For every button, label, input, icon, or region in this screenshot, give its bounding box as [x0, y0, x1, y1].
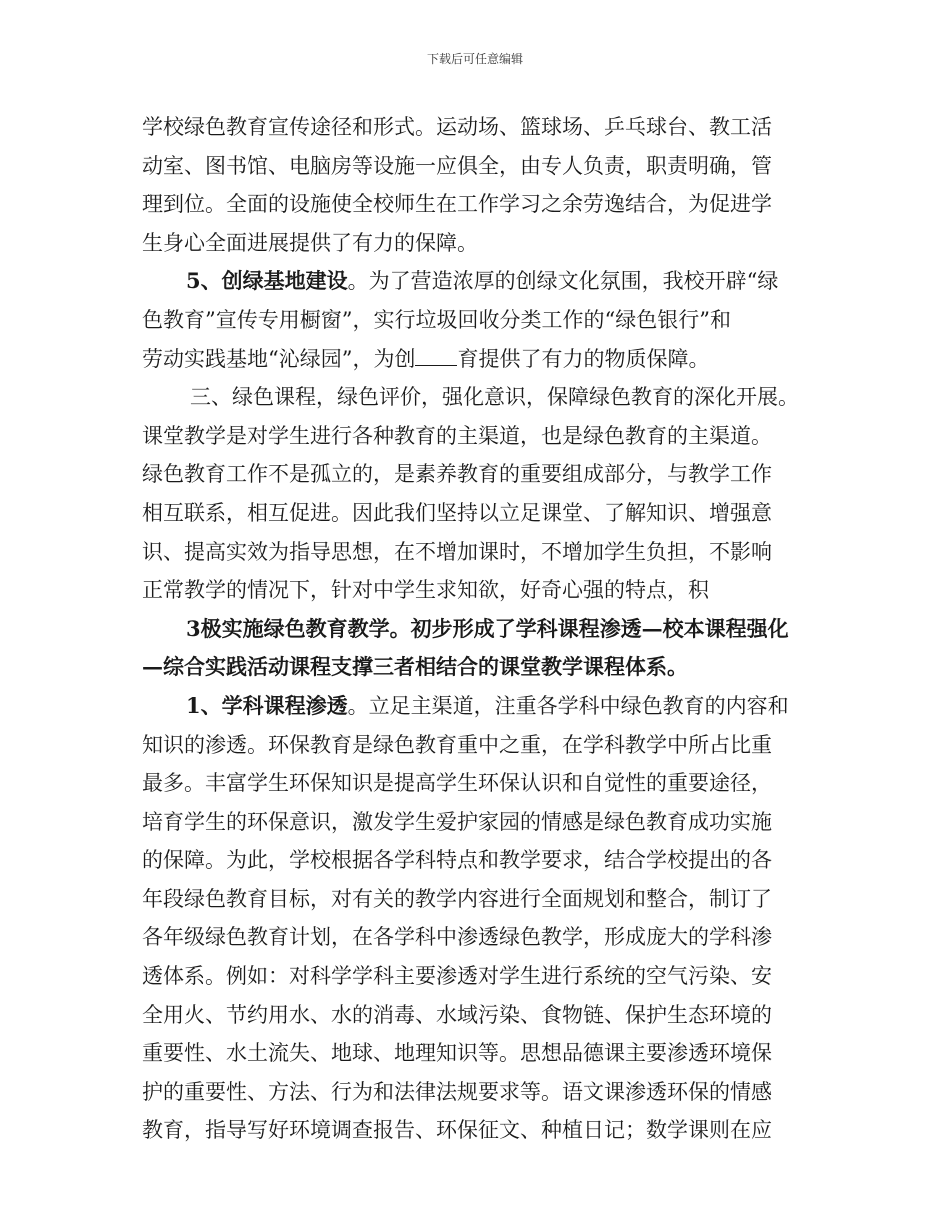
- blank-underline: [415, 343, 457, 366]
- text-line: 理到位。全面的设施使全校师生在工作学习之余劳逸结合，为促进学: [142, 192, 772, 217]
- paragraph-curriculum-system: [142, 610, 822, 687]
- text-line: 三、绿色课程，绿色评价，强化意识，保障绿色教育的深化开展。: [190, 385, 799, 410]
- text-run: 。立足主渠道，注重各学科中绿色教育的内容和: [347, 693, 789, 718]
- text-line: 各年级绿色教育计划，在各学科中渗透绿色教学，形成庞大的学科渗: [142, 925, 772, 950]
- text-run: 。为了营造浓厚的创绿文化氛围，我校开辟“绿: [347, 269, 779, 294]
- text-line: 最多。丰富学生环保知识是提高学生环保认识和自觉性的重要途径，: [142, 771, 772, 796]
- document-body: [142, 108, 822, 1150]
- text-line: —综合实践活动课程支撑三者相结合的课堂教学课程体系。: [142, 654, 688, 680]
- text-line: 动室、图书馆、电脑房等设施一应俱全，由专人负责，职责明确，管: [142, 153, 772, 178]
- text-line: 相互联系，相互促进。因此我们坚持以立足课堂、了解知识、增强意: [142, 500, 772, 525]
- text-line: [142, 262, 822, 301]
- text-line: [142, 687, 822, 726]
- text-line: 年段绿色教育目标，对有关的教学内容进行全面规划和整合，制订了: [142, 886, 772, 911]
- text-line: 透体系。例如：对科学学科主要渗透对学生进行系统的空气污染、安: [142, 964, 772, 989]
- text-line: 全用火、节约用水、水的消毒、水域污染、食物链、保护生态环境的: [142, 1002, 772, 1027]
- section-heading: 5、创绿基地建设: [186, 268, 348, 294]
- paragraph-subject-penetration: [142, 687, 822, 1150]
- paragraph-facilities: [142, 108, 822, 262]
- text-line: 生身心全面进展提供了有力的保障。: [142, 230, 478, 255]
- section-heading: 1、学科课程渗透: [186, 692, 348, 718]
- text-line: 色教育”宣传专用橱窗”，实行垃圾回收分类工作的“绿色银行”和: [142, 307, 731, 332]
- text-run: 育提供了有力的物质保障。: [457, 346, 710, 371]
- text-line: 绿色教育工作不是孤立的，是素养教育的重要组成部分，与教学工作: [142, 462, 772, 487]
- paragraph-green-base: [142, 262, 822, 378]
- text-line: [142, 340, 822, 379]
- paragraph-green-curriculum: [142, 378, 822, 610]
- text-line: 教育，指导写好环境调查报告、环保征文、种植日记；数学课则在应: [142, 1118, 772, 1143]
- text-line: 课堂教学是对学生进行各种教育的主渠道，也是绿色教育的主渠道。: [142, 423, 772, 448]
- text-line: 学校绿色教育宣传途径和形式。运动场、篮球场、乒乓球台、教工活: [142, 115, 772, 139]
- text-run: 劳动实践基地“沁绿园”，为创: [142, 346, 416, 371]
- page-header-note: 下载后可任意编辑: [426, 52, 523, 66]
- text-line: 正常教学的情况下，针对中学生求知欲，好奇心强的特点，积: [142, 578, 709, 603]
- text-line: 3极实施绿色教育教学。初步形成了学科课程渗透—校本课程强化: [186, 615, 789, 641]
- text-line: 知识的渗透。环保教育是绿色教育重中之重，在学科教学中所占比重: [142, 732, 772, 757]
- text-line: 识、提高实效为指导思想，在不增加课时，不增加学生负担，不影响: [142, 539, 772, 564]
- text-line: 护的重要性、方法、行为和法律法规要求等。语文课渗透环保的情感: [142, 1079, 772, 1104]
- text-line: 培育学生的环保意识，激发学生爱护家园的情感是绿色教育成功实施: [142, 809, 772, 834]
- text-line: 的保障。为此，学校根据各学科特点和教学要求，结合学校提出的各: [142, 848, 772, 873]
- text-line: 重要性、水土流失、地球、地理知识等。思想品德课主要渗透环境保: [142, 1041, 772, 1066]
